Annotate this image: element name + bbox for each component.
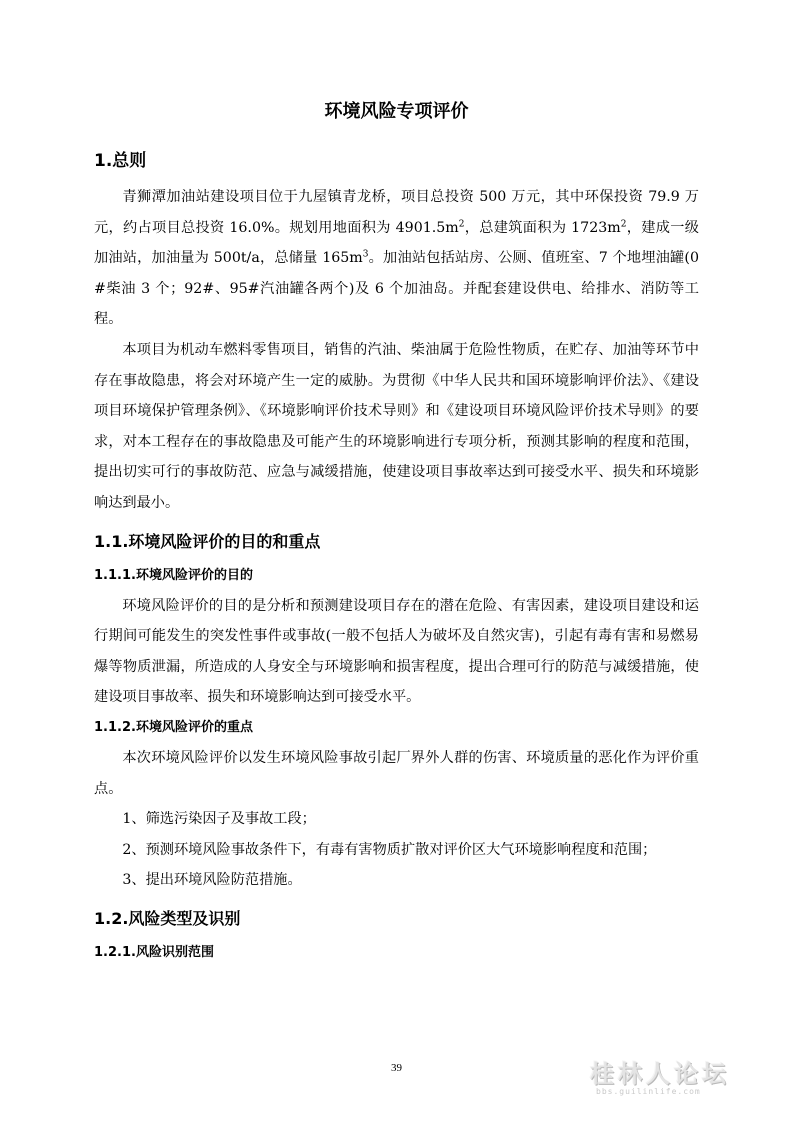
heading-purpose: 1.1.1.环境风险评价的目的 — [94, 567, 253, 583]
paragraph-purpose: 环境风险评价的目的是分析和预测建设项目存在的潜在危险、有害因素，建设项目建设和运行期间可能发生的突发性事件或事故(一般不包括人为破坏及自然灾害)，引起有毒有害和易燃易爆等物质泄漏，所造成的人身安全与环境影响和损害程度，提出合理可行的防范与减缓措施，使建设项目事故率、损失和环境影响达到可接受水平。 — [94, 597, 699, 706]
heading-risk-scope: 1.2.1.风险识别范围 — [94, 944, 214, 960]
overview-text-2: ，总建筑面积为 1723m — [464, 219, 621, 236]
superscript-2a: 2 — [458, 218, 465, 229]
watermark-logo — [590, 1054, 750, 1104]
paragraph-project-overview — [94, 182, 699, 335]
heading-general: 1.总则 — [94, 151, 147, 171]
overview-text-3: ，建成一级加油站，加油量为 500t/a，总储量 165m — [94, 219, 699, 267]
superscript-3: 3 — [362, 249, 369, 260]
document-title: 环境风险专项评价 — [324, 101, 469, 122]
heading-risk-types: 1.2.风险类型及识别 — [94, 908, 241, 928]
page-number: 39 — [391, 1062, 402, 1074]
overview-text-1: 青狮潭加油站建设项目位于九屋镇青龙桥，项目总投资 500 万元，其中环保投资 79.9 万元，约占项目总投资 16.0%。规划用地面积为 4901.5m — [94, 189, 699, 236]
watermark-text: 桂林人论坛 — [590, 1060, 730, 1088]
heading-purpose-and-focus: 1.1.环境风险评价的目的和重点 — [94, 531, 321, 551]
list-item-1: 1、筛选污染因子及事故工段； — [122, 811, 316, 828]
page-content — [94, 96, 699, 968]
watermark-subtext: bbs.guilinlife.com — [596, 1087, 701, 1096]
heading-focus: 1.1.2.环境风险评价的重点 — [94, 719, 253, 735]
overview-text-4: 。加油站包括站房、公厕、值班室、7 个地埋油罐(0#柴油 3 个；92#、95#汽油罐各两个)及 6 个加油岛。并配套建设供电、给排水、消防等工程。 — [94, 250, 699, 328]
superscript-2b: 2 — [620, 218, 627, 229]
paragraph-project-risk: 本项目为机动车燃料零售项目，销售的汽油、柴油属于危险性物质，在贮存、加油等环节中存在事故隐患，将会对环境产生一定的威胁。为贯彻《中华人民共和国环境影响评价法》、《建设项目环境保护管理条例》、《环境影响评价技术导则》和《建设项目环境风险评价技术导则》的要求，对本工程存在的事故隐患及可能产生的环境影响进行专项分析，预测其影响的程度和范围，提出切实可行的事故防范、应急与减缓措施，使建设项目事故率达到可接受水平、损失和环境影响达到最小。 — [94, 341, 699, 511]
list-item-3: 3、提出环境风险防范措施。 — [122, 872, 302, 889]
paragraph-focus: 本次环境风险评价以发生环境风险事故引起厂界外人群的伤害、环境质量的恶化作为评价重点。 — [94, 749, 699, 797]
list-item-2: 2、预测环境风险事故条件下，有毒有害物质扩散对评价区大气环境影响程度和范围； — [122, 841, 657, 858]
